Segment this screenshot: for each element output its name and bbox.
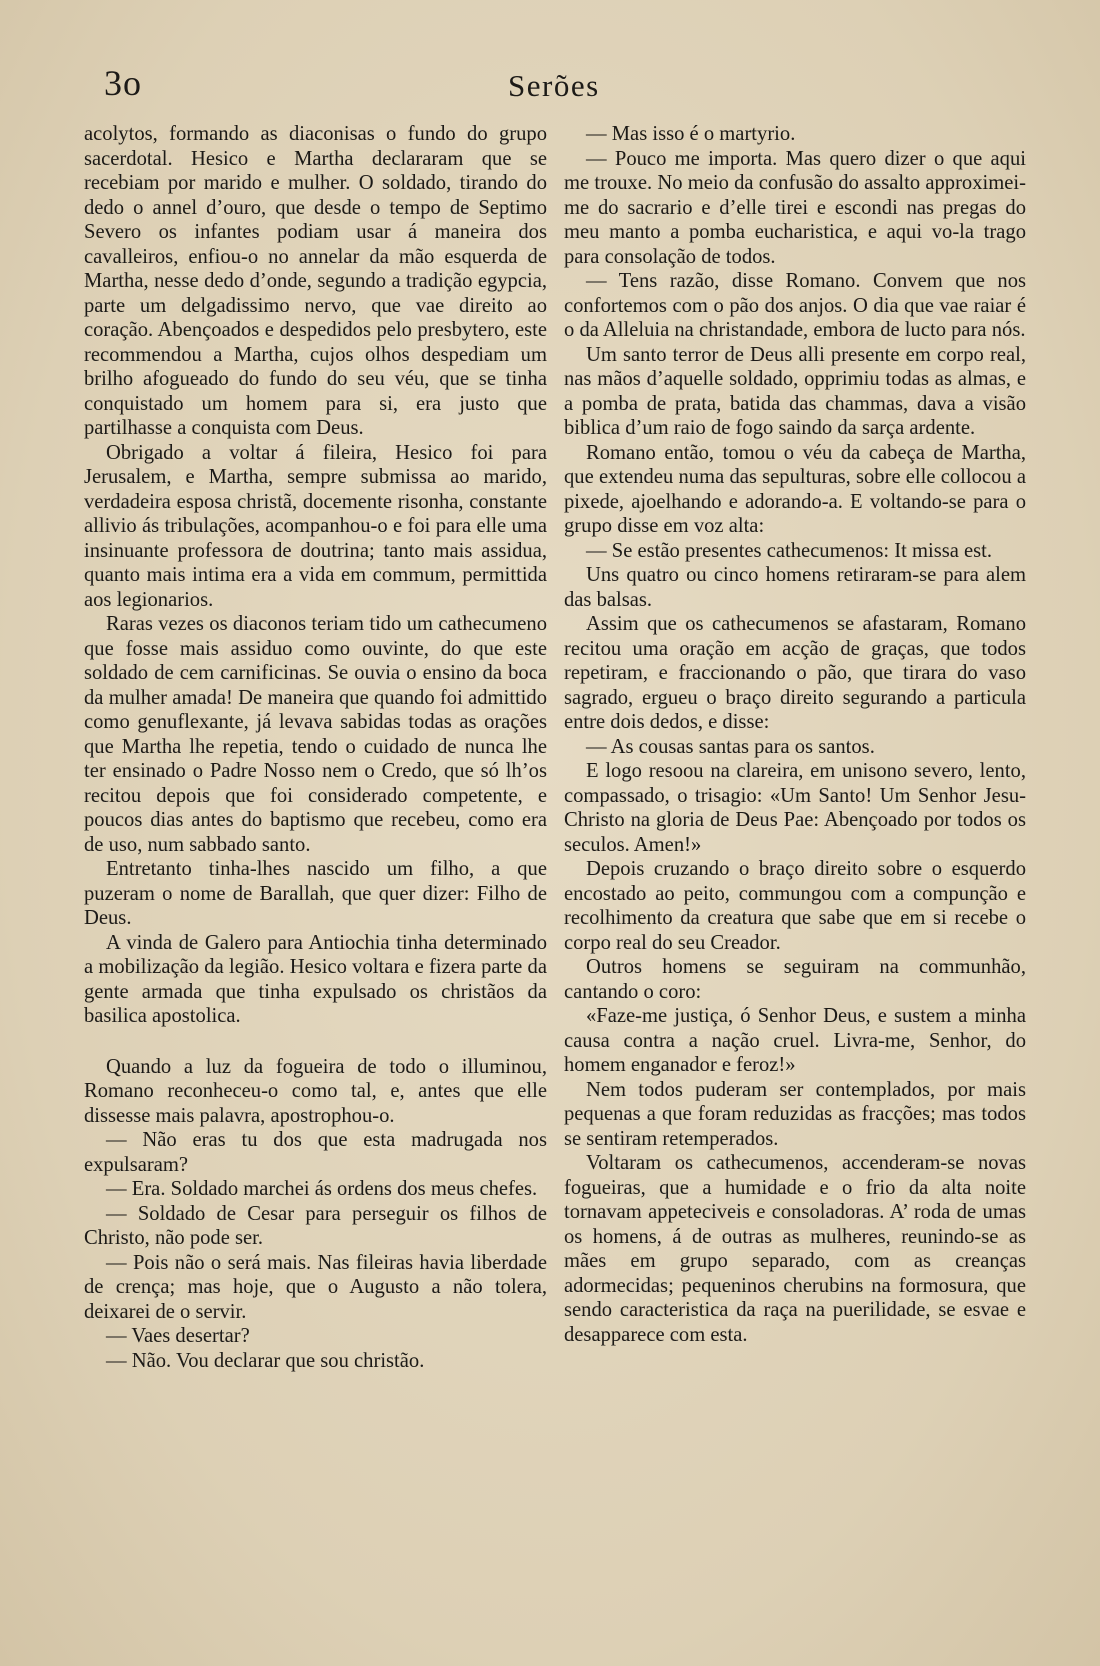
paragraph: Uns quatro ou cinco homens retiraram-se para alem das balsas.	[564, 564, 1026, 611]
dialogue-line: — Soldado de Cesar para perseguir os filhos de Christo, não pode ser.	[84, 1202, 547, 1249]
paragraph: Depois cruzando o braço direito sobre o esquerdo encostado ao peito, commungou com a compunção e recolhimento da creatura que sabe que em si recebe o corpo real do seu Creador.	[564, 858, 1026, 954]
paragraph: «Faze-me justiça, ó Senhor Deus, e sustem a minha causa contra a nação cruel. Livra-me, Senhor, do homem enganador e feroz!»	[564, 1005, 1026, 1076]
dialogue-line: — Pouco me importa. Mas quero dizer o que aqui me trouxe. No meio da confusão do assalto approximei-me do sacrario e d’elle tirei e escondi nas pregas do meu manto a pomba eucharistica, e aqui vo-la trago para consolação de todos.	[564, 147, 1026, 268]
paragraph: acolytos, formando as diaconisas o fundo do grupo sacerdotal. Hesico e Martha declararam que se recebiam por marido e mulher. O soldado, tirando do dedo o annel d’ouro, que desde o tempo de Septimo Severo os infantes podiam usar á maneira dos cavalleiros, enfiou-o no annelar da mão esquerda de Martha, nesse dedo d’onde, segundo a tradição egypcia, parte um delgadissimo nervo, que vae direito ao coração. Abençoados e despedidos pelo presbytero, este recommendou a Martha, cujos olhos despediam um brilho afogueado do fundo do seu véu, que se tinha conquistado um homem para si, era justo que partilhasse a conquista com Deus.	[84, 123, 547, 439]
dialogue-line: — As cousas santas para os santos.	[586, 735, 875, 758]
paragraph: Nem todos puderam ser contemplados, por mais pequenas a que foram reduzidas as fracções; mas todos se sentiram retemperados.	[564, 1078, 1026, 1150]
dialogue-line: — Se estão presentes cathecumenos: It missa est.	[586, 539, 993, 562]
paragraph: Quando a luz da fogueira de todo o illuminou, Romano reconheceu-o como tal, e, antes que elle dissesse mais palavra, apostrophou-o.	[84, 1055, 547, 1127]
paragraph: Raras vezes os diaconos teriam tido um cathecumeno que fosse mais assiduo como ouvinte, do que este soldado de cem carnificinas. Se ouvia o ensino da boca da mulher amada! De maneira que quando foi admittido como genuflexante, já levava sabidas todas as orações que Martha lhe repetia, tendo o cuidado de nunca lhe ter ensinado o Padre Nosso nem o Credo, que só lh’os recitou depois que foi considerado competente, e poucos dias antes do baptismo que recebeu, como era de uso, num sabbado santo.	[84, 613, 547, 856]
dialogue-line: — Mas isso é o martyrio.	[586, 123, 796, 145]
paragraph: Entretanto tinha-lhes nascido um filho, a que puzeram o nome de Barallah, que quer dizer: Filho de Deus.	[84, 858, 547, 929]
dialogue-line: — Tens razão, disse Romano. Convem que nos confortemos com o pão dos anjos. O dia que vae raiar é o da Alleluia na christandade, embora de lucto para nós.	[564, 270, 1026, 341]
dialogue-line: — Vaes desertar?	[106, 1325, 250, 1347]
dialogue-line: — Não eras tu dos que esta madrugada nos expulsaram?	[84, 1129, 547, 1176]
paragraph: Um santo terror de Deus alli presente em corpo real, nas mãos d’aquelle soldado, opprimiu todas as almas, e a pomba de prata, batida das chammas, dava a visão biblica d’um raio de fogo saindo da sarça ardente.	[564, 343, 1026, 439]
paragraph: Romano então, tomou o véu da cabeça de Martha, que extendeu numa das sepulturas, sobre elle collocou a pixede, ajoelhando e adorando-a. E voltando-se para o grupo disse em voz alta:	[564, 441, 1026, 537]
paragraph: Voltaram os cathecumenos, accenderam-se novas fogueiras, que a humidade e o frio da alta noite tornavam appeteciveis e consoladoras. A’ roda de umas os homens, á de outras as mulheres, reunindo-se as mães em grupo separado, com as creanças adormecidas; pequeninos cherubins na formosura, que sendo caracteristica da raça na puerilidade, se esvae e desapparece com esta.	[564, 1152, 1026, 1346]
paragraph: Obrigado a voltar á fileira, Hesico foi para Jerusalem, e Martha, sempre submissa ao marido, verdadeira esposa christã, docemente risonha, constante allivio ás tribulações, acompanhou-o e foi para elle uma insinuante professora de doutrina; tanto mais assidua, quanto mais intima era a vida em commum, permittida aos legionarios.	[84, 441, 547, 611]
dialogue-line: — Não. Vou declarar que sou christão.	[106, 1349, 425, 1372]
paragraph: E logo resoou na clareira, em unisono severo, lento, compassado, o trisagio: «Um Santo! Um Senhor Jesu-Christo na gloria de Deus Pae: Abençoado por todos os seculos. Amen!»	[564, 760, 1026, 856]
right-column	[564, 122, 1026, 1347]
page-number: 3o	[104, 63, 142, 103]
paragraph: Outros homens se seguiram na communhão, cantando o coro:	[564, 956, 1026, 1003]
running-title: Serões	[508, 68, 600, 103]
dialogue-line: — Pois não o será mais. Nas fileiras havia liberdade de crença; mas hoje, que o Augusto a não tolera, deixarei de o servir.	[84, 1251, 547, 1323]
paragraph: A vinda de Galero para Antiochia tinha determinado a mobilização da legião. Hesico voltara e fizera parte da gente armada que tinha expulsado os christãos da basilica apostolica.	[84, 931, 547, 1027]
dialogue-line: — Era. Soldado marchei ás ordens dos meus chefes.	[106, 1178, 538, 1200]
paragraph: Assim que os cathecumenos se afastaram, Romano recitou uma oração em acção de graças, que todos repetiram, e fraccionando o pão, que tirara do vaso sagrado, ergueu o braço direito segurando a particula entre dois dedos, e disse:	[564, 613, 1026, 733]
left-column	[84, 122, 547, 1373]
